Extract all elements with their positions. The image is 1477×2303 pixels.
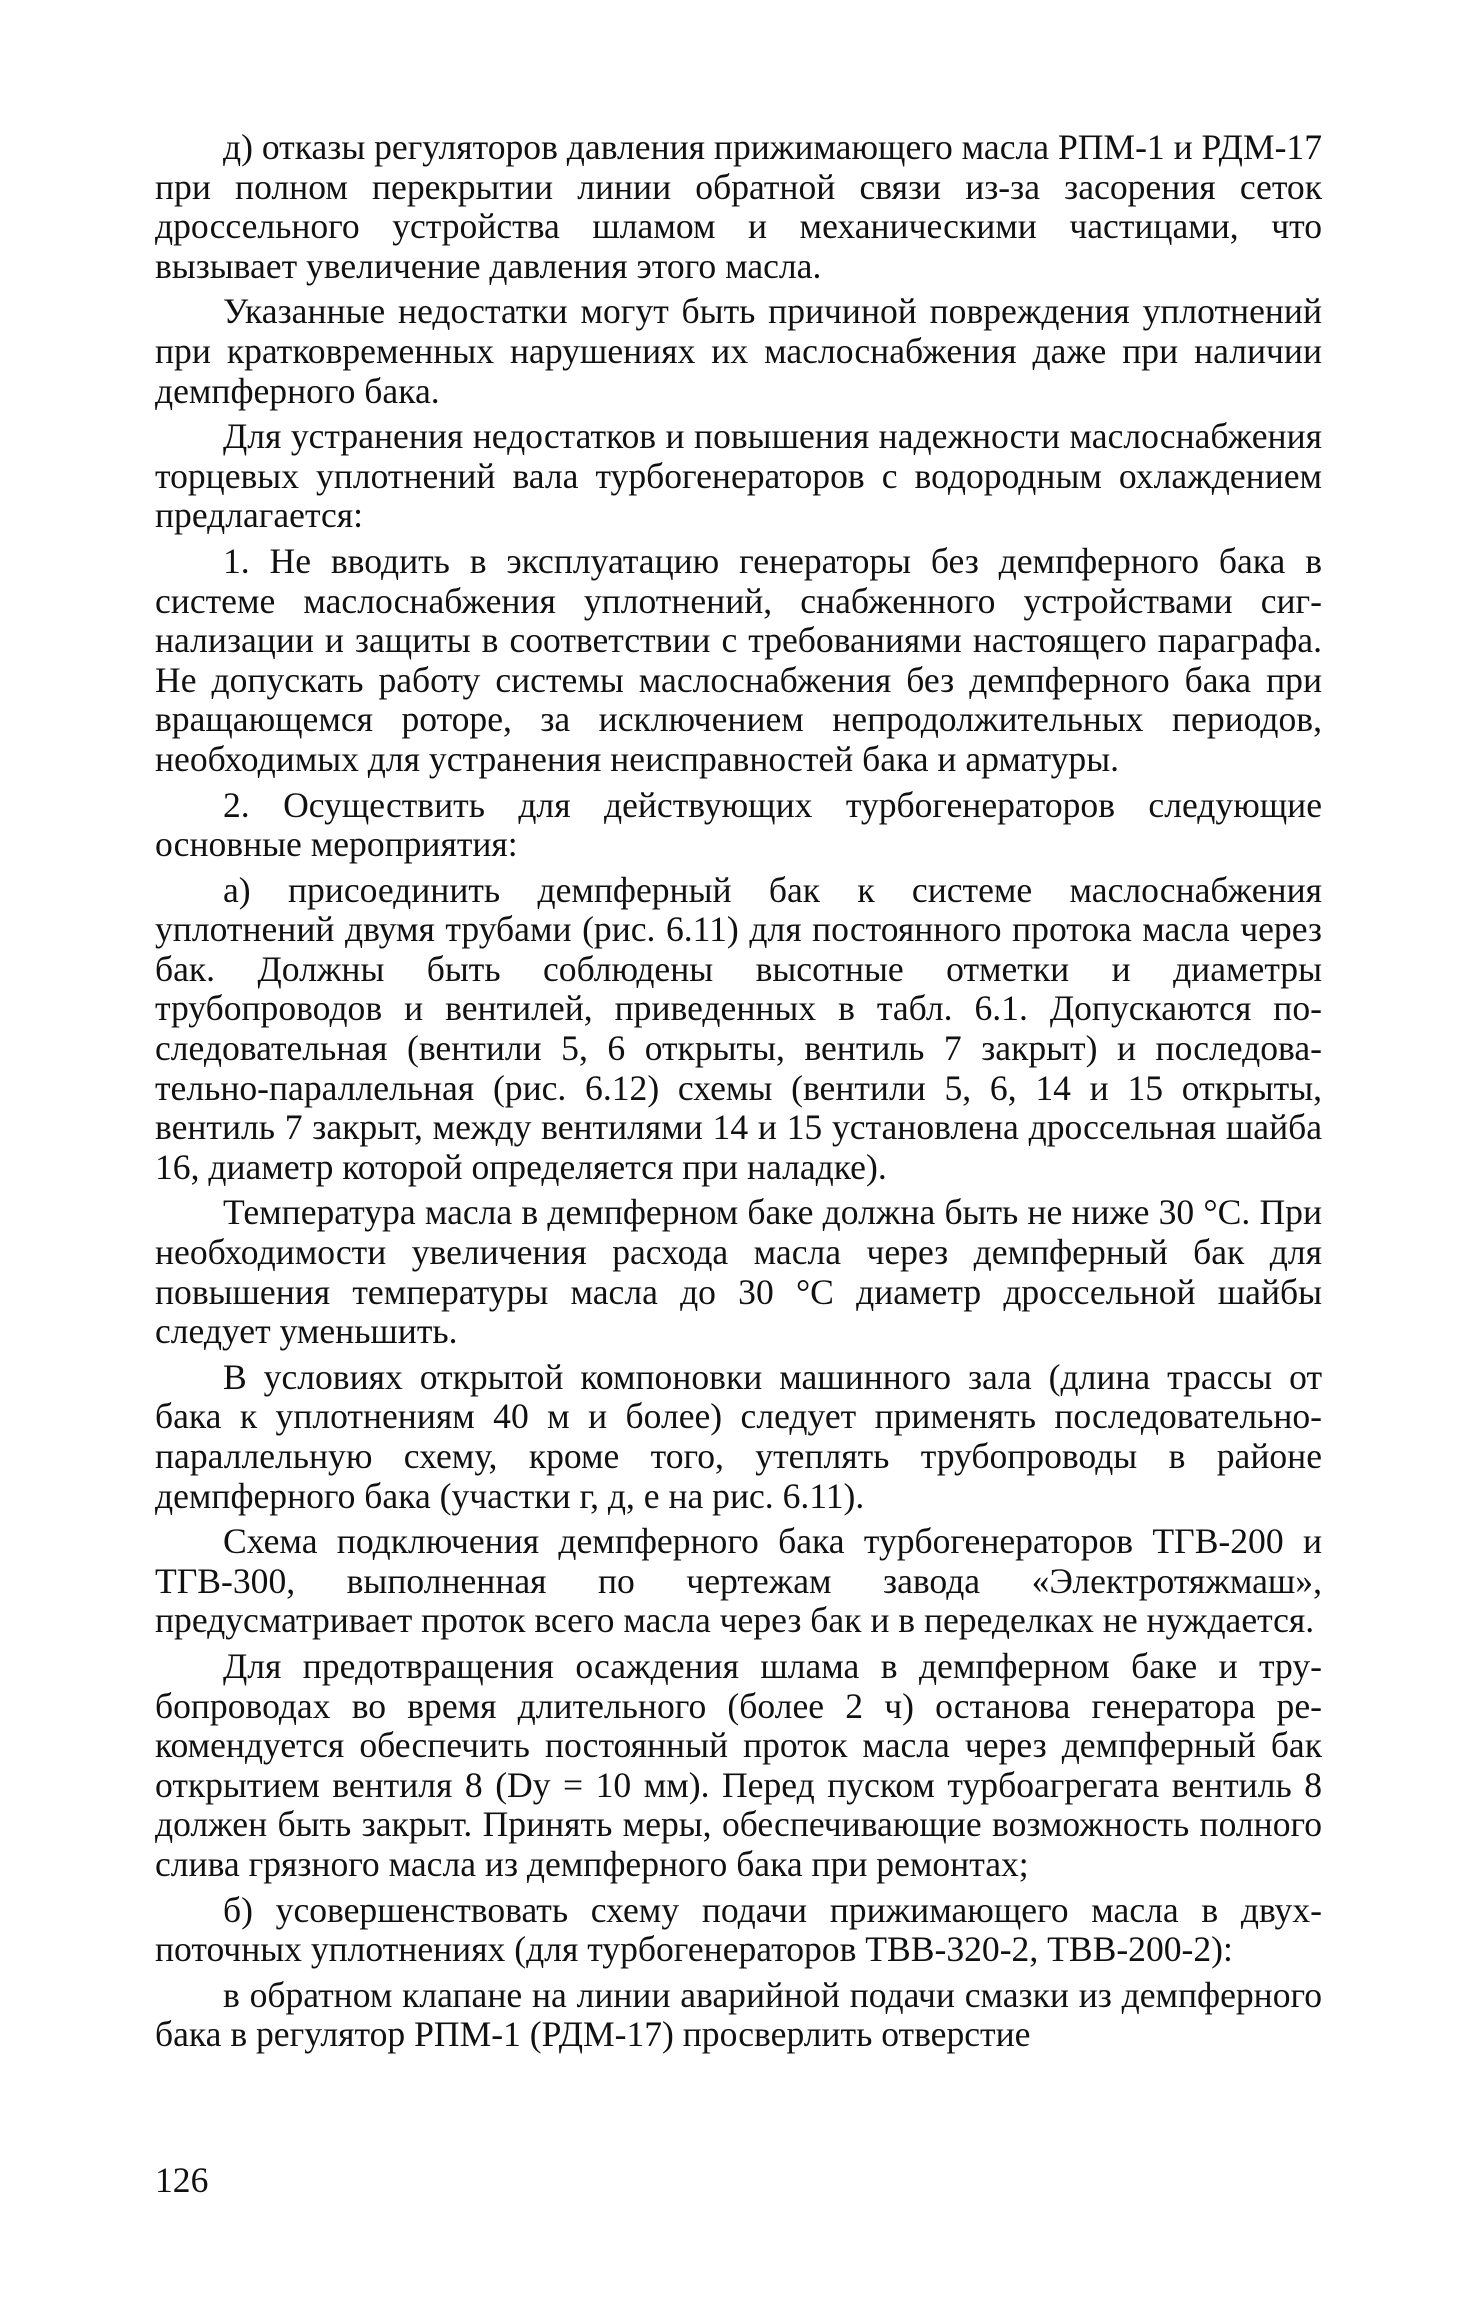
paragraph-12: в обратном клапане на линии аварийной подачи смазки из демпферного бака в регулятор РПМ-1 (РДМ-17) просверлить отверстие: [155, 1974, 1322, 2055]
paragraph-8: В условиях открытой компоновки машинного зала (длина трассы от бака к уплотнениям 40 м и более) следует применять последовательно-параллельную схему, кроме того, утеплять трубопроводы в районе демпферного бака (участки г, д, е на рис. 6.11).: [155, 1356, 1322, 1516]
paragraph-10: Для предотвращения осаждения шлама в демпферном баке и трубопроводах во время длительного (более 2 ч) останова генератора рекомендуется обеспечить постоянный проток масла через демпферный бак открытием вентиля 8 (Dу = 10 мм). Перед пуском турбоагрегата вентиль 8 должен быть закрыт. Принять меры, обеспечивающие возможность полного слива грязного масла из демпферного бака при ремонтах;: [155, 1645, 1322, 1884]
paragraph-5: 2. Осуществить для действующих турбогенераторов следующие основные мероприятия:: [155, 784, 1322, 865]
paragraph-11: б) усовершенствовать схему подачи прижимающего масла в двухпоточных уплотнениях (для турбогенераторов ТВВ-320-2, ТВВ-200-2):: [155, 1889, 1322, 1970]
paragraph-6: а) присоединить демпферный бак к системе маслоснабжения уплотнений двумя трубами (рис. 6.11) для постоянного протока масла через бак. Должны быть соблюдены высотные отметки и диаметры трубопроводов и вентилей, приведенных в табл. 6.1. Допускаются последовательная (вентили 5, 6 открыты, вентиль 7 закрыт) и последовательно-параллельная (рис. 6.12) схемы (вентили 5, 6, 14 и 15 открыты, вентиль 7 закрыт, между вентилями 14 и 15 установлена дроссельная шайба 16, диаметр которой определяется при наладке).: [155, 869, 1322, 1187]
paragraph-1: д) отказы регуляторов давления прижимающего масла РПМ-1 и РДМ-17 при полном перекрытии линии обратной связи из-за засорения сеток дроссельного устройства шламом и механическими частицами, что вызывает увеличение давления этого масла.: [155, 127, 1322, 286]
paragraph-9: Схема подключения демпферного бака турбогенераторов ТГВ-200 и ТГВ-300, выполненная по чертежам завода «Электротяжмаш», предусматривает проток всего масла через бак и в переделках не нуждается.: [155, 1521, 1322, 1641]
page-number: 126: [155, 2160, 209, 2200]
paragraph-3: Для устранения недостатков и повышения надежности маслоснабжения торцевых уплотнений вала турбогенераторов с водородным охлаждением предлагается:: [155, 416, 1322, 536]
paragraph-2: Указанные недостатки могут быть причиной повреждения уплотнений при кратковременных нарушениях их маслоснабжения даже при наличии демпферного бака.: [155, 291, 1322, 411]
paragraph-7: Температура масла в демпферном баке должна быть не ниже 30 °C. При необходимости увеличения расхода масла через демпферный бак для повышения температуры масла до 30 °C диаметр дроссельной шайбы следует уменьшить.: [155, 1192, 1322, 1352]
page-body: [155, 128, 1322, 2061]
paragraph-4: 1. Не вводить в эксплуатацию генераторы без демпферного бака в системе маслоснабжения уплотнений, снабженного устройствами сигнализации и защиты в соответствии с требованиями настоящего параграфа. Не допускать работу системы маслоснабжения без демпферного бака при вращающемся роторе, за исключением непродолжительных периодов, необходимых для устранения неисправностей бака и арматуры.: [155, 540, 1322, 779]
